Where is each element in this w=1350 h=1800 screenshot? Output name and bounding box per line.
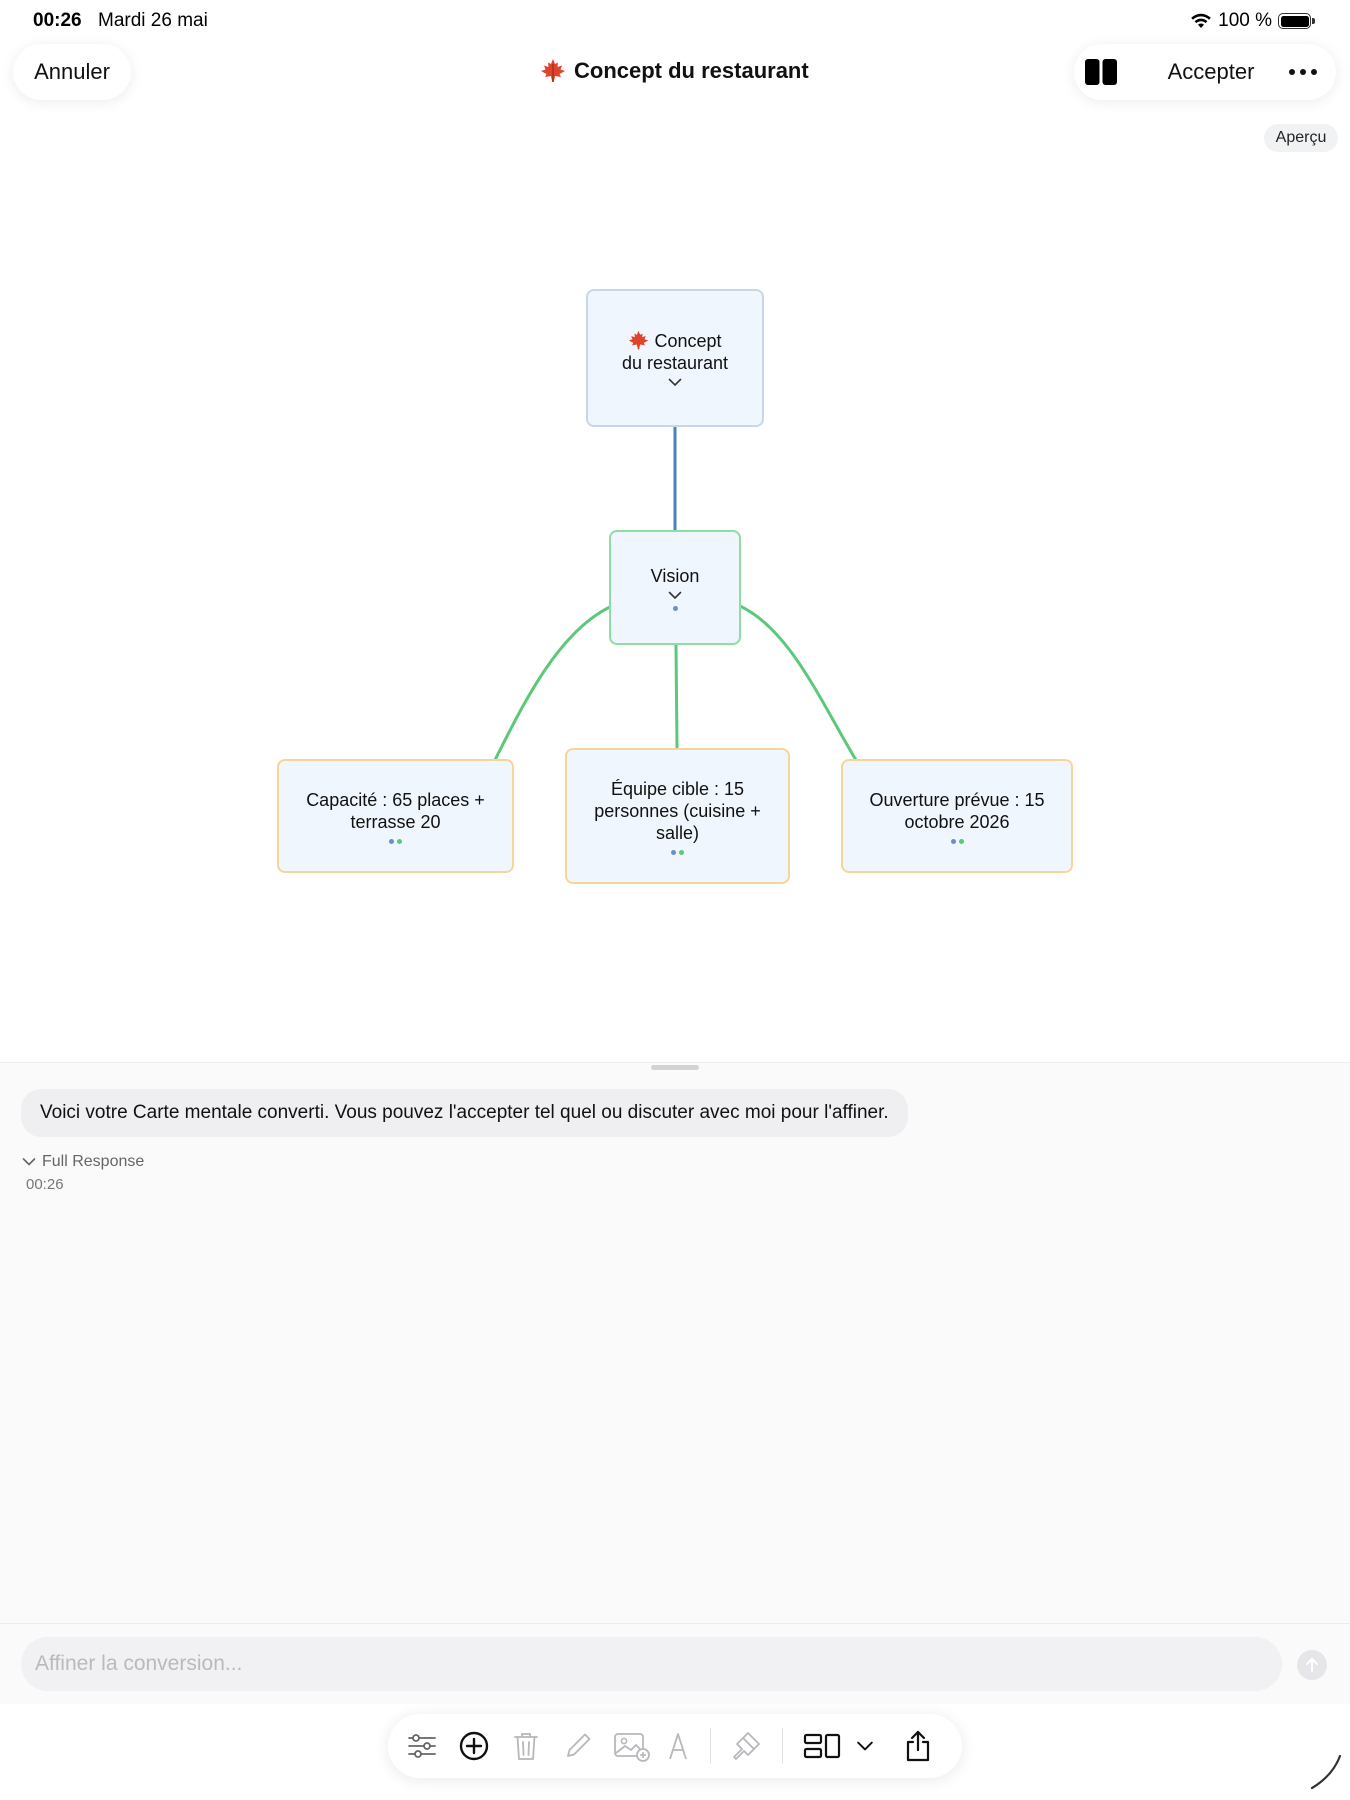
equipe-node-line1: Équipe cible : 15 — [610, 778, 745, 799]
add-image-icon — [611, 1729, 653, 1763]
assistant-message-bubble: Voici votre Carte mentale converti. Vous pouvez l'accepter tel quel ou discuter avec moi pour l'affiner. — [21, 1089, 908, 1137]
bottom-toolbar — [388, 1714, 962, 1778]
ouverture-node-line2: octobre 2026 — [904, 811, 1010, 832]
share-icon — [901, 1729, 935, 1763]
delete-button[interactable] — [506, 1726, 546, 1766]
paint-brush-icon — [729, 1729, 763, 1763]
capacite-node-line2: terrasse 20 — [350, 811, 441, 832]
page-title-text: Concept du restaurant — [574, 58, 809, 83]
root-node-line1: Concept — [654, 330, 722, 351]
accept-button[interactable]: Accepter — [1167, 59, 1255, 84]
share-button[interactable] — [898, 1726, 938, 1766]
layout-button[interactable] — [798, 1726, 846, 1766]
layout-icon — [801, 1729, 843, 1763]
preview-badge[interactable]: Aperçu — [1264, 124, 1338, 152]
panel-grabber-handle[interactable] — [651, 1065, 699, 1070]
ouverture-node-line1: Ouverture prévue : 15 — [869, 789, 1045, 810]
mind-map-equipe-node[interactable] — [565, 748, 790, 884]
link-vision-ouverture — [740, 606, 856, 760]
layout-options-dropdown[interactable] — [850, 1726, 880, 1766]
node-indicator-dots — [951, 839, 964, 844]
link-vision-capacite — [495, 606, 612, 760]
input-divider — [0, 1623, 1350, 1624]
equipe-node-line2: personnes (cuisine + — [594, 800, 761, 821]
insert-image-button[interactable] — [608, 1726, 656, 1766]
add-circle-icon — [457, 1729, 491, 1763]
chevron-down-icon — [22, 1157, 36, 1167]
mind-map-root-node[interactable] — [586, 289, 764, 427]
apple-pencil-icon[interactable] — [1308, 1752, 1344, 1792]
chat-panel — [0, 1062, 1350, 1704]
settings-button[interactable] — [402, 1726, 442, 1766]
trash-icon — [509, 1729, 543, 1763]
mind-map-ouverture-node[interactable] — [841, 759, 1073, 873]
message-timestamp: 00:26 — [26, 1176, 64, 1193]
edit-button[interactable] — [558, 1726, 598, 1766]
node-indicator-dots — [389, 839, 402, 844]
cancel-button[interactable]: Annuler — [34, 59, 110, 84]
chevron-down-icon[interactable] — [668, 378, 682, 387]
battery-percent: 100 % — [1218, 10, 1272, 31]
link-vision-equipe — [676, 645, 677, 748]
capacite-node-line1: Capacité : 65 places + — [306, 789, 485, 810]
add-node-button[interactable] — [454, 1726, 494, 1766]
toolbar-separator — [710, 1728, 711, 1764]
node-indicator-dots — [673, 606, 678, 611]
pencil-icon — [561, 1729, 595, 1763]
mind-map-capacite-node[interactable] — [277, 759, 514, 873]
mind-map-vision-node[interactable] — [609, 530, 741, 645]
refine-input[interactable] — [21, 1637, 1282, 1691]
text-style-icon — [661, 1729, 695, 1763]
sliders-icon — [405, 1729, 439, 1763]
text-style-button[interactable] — [658, 1726, 698, 1766]
chevron-down-icon[interactable] — [668, 591, 682, 600]
send-button[interactable] — [1297, 1650, 1327, 1680]
toolbar-separator — [782, 1728, 783, 1764]
status-time: 00:26 — [33, 10, 82, 31]
node-indicator-dots — [671, 850, 684, 855]
arrow-up-icon — [1305, 1657, 1319, 1673]
style-button[interactable] — [726, 1726, 766, 1766]
chevron-down-icon — [856, 1740, 874, 1752]
vision-node-label: Vision — [650, 565, 700, 586]
root-node-line2: du restaurant — [621, 352, 729, 373]
maple-leaf-icon — [628, 330, 649, 351]
full-response-label: Full Response — [42, 1153, 145, 1170]
equipe-node-line3: salle) — [655, 822, 699, 843]
full-response-toggle[interactable] — [22, 1153, 144, 1171]
status-date: Mardi 26 mai — [98, 10, 208, 31]
